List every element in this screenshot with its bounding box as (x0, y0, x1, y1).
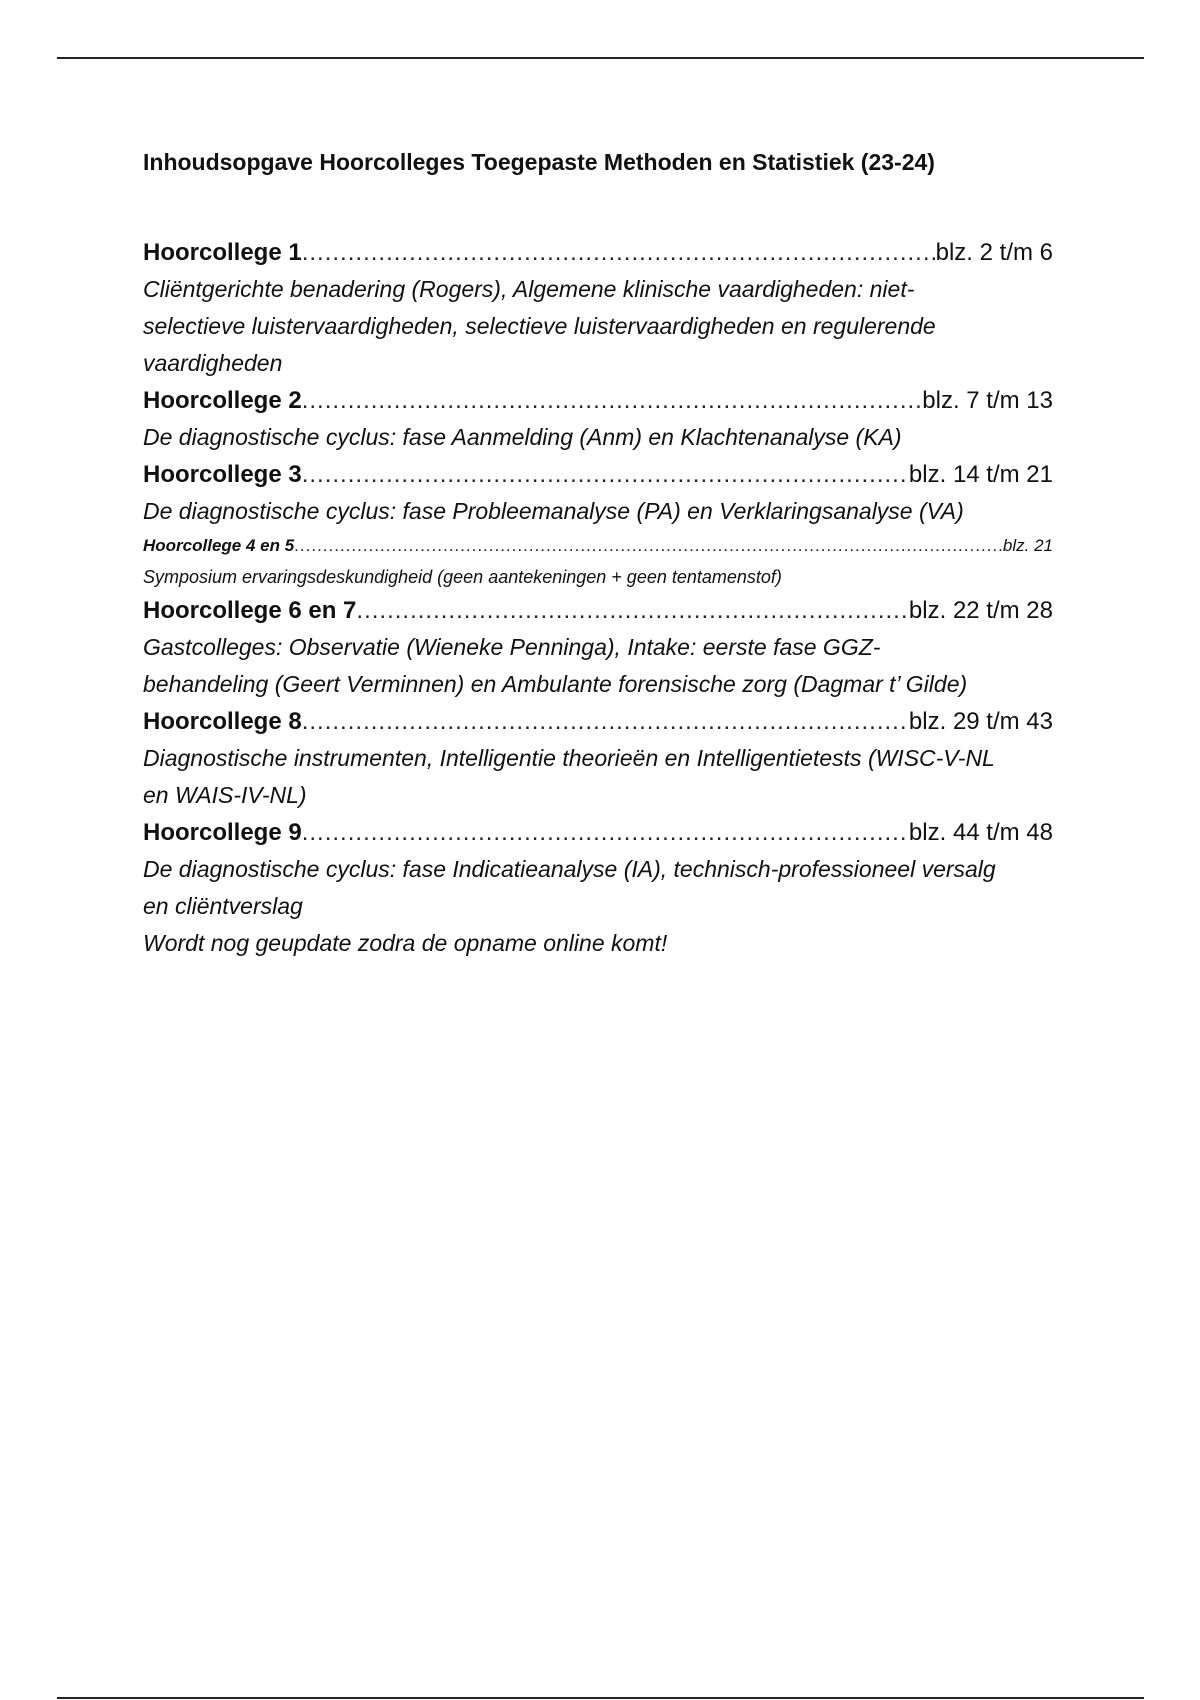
toc-entry-description: Symposium ervaringsdeskundigheid (geen aantekeningen + geen tentamenstof) (143, 567, 782, 587)
toc-entry-hoorcollege-6-en-7 (143, 592, 1053, 703)
toc-entry-hoorcollege-2 (143, 382, 1053, 456)
dot-leader (302, 456, 909, 493)
toc-line (143, 703, 1053, 740)
toc-entry-description: Diagnostische instrumenten, Intelligentie theorieën en Intelligentietests (WISC-V-NL en WAIS-IV-NL) (143, 745, 995, 808)
toc-page-range: blz. 7 t/m 13 (922, 387, 1053, 414)
toc-line (143, 456, 1053, 493)
table-of-contents (143, 144, 1053, 962)
toc-page-range: blz. 44 t/m 48 (908, 819, 1053, 846)
document-title: Inhoudsopgave Hoorcolleges Toegepaste Methoden en Statistiek (23-24) (143, 149, 935, 175)
toc-entry-description: Gastcolleges: Observatie (Wieneke Penninga), Intake: eerste fase GGZ-behandeling (Geert Verminnen) en Ambulante forensische zorg (Dagmar t’ Gilde) (143, 634, 968, 697)
dot-leader (302, 234, 936, 271)
dot-leader (302, 382, 923, 419)
toc-entry-description: De diagnostische cyclus: fase Aanmelding (Anm) en Klachtenanalyse (KA) (143, 424, 902, 450)
toc-page-range: blz. 29 t/m 43 (908, 708, 1053, 735)
toc-entry-hoorcollege-4-en-5 (143, 530, 1053, 592)
toc-entry-hoorcollege-8 (143, 703, 1053, 814)
dot-leader (294, 530, 1003, 562)
toc-page-range: blz. 22 t/m 28 (908, 597, 1053, 624)
toc-line (143, 234, 1053, 271)
dot-leader (356, 592, 909, 629)
toc-line (143, 592, 1053, 629)
toc-line (143, 814, 1053, 851)
toc-entry-label: Hoorcollege 4 en 5 (143, 536, 295, 555)
dot-leader (302, 703, 909, 740)
dot-leader (302, 814, 909, 851)
toc-entry-hoorcollege-3 (143, 456, 1053, 530)
toc-entry-label: Hoorcollege 6 en 7 (143, 597, 357, 624)
toc-entry-label: Hoorcollege 1 (143, 239, 302, 266)
toc-entry-description: De diagnostische cyclus: fase Indicatieanalyse (IA), technisch-professioneel versalg en cliëntverslag (143, 856, 996, 919)
toc-entry-description: Cliëntgerichte benadering (Rogers), Algemene klinische vaardigheden: niet-selectieve luistervaardigheden, selectieve luistervaardigheden en regulerende vaardigheden (143, 276, 936, 376)
toc-entry-label: Hoorcollege 2 (143, 387, 302, 414)
toc-entry-hoorcollege-1 (143, 234, 1053, 382)
update-note: Wordt nog geupdate zodra de opname online komt! (143, 930, 668, 956)
toc-entry-hoorcollege-9 (143, 814, 1053, 925)
toc-entry-label: Hoorcollege 3 (143, 461, 302, 488)
footer-rule (57, 1697, 1144, 1699)
toc-page-range: blz. 2 t/m 6 (935, 239, 1053, 266)
toc-line (143, 382, 1053, 419)
toc-entry-label: Hoorcollege 8 (143, 708, 302, 735)
toc-line (143, 530, 1053, 562)
toc-page-range: blz. 21 (1002, 536, 1053, 555)
toc-page-range: blz. 14 t/m 21 (908, 461, 1053, 488)
header-rule (57, 57, 1144, 59)
toc-entry-description: De diagnostische cyclus: fase Probleemanalyse (PA) en Verklaringsanalyse (VA) (143, 498, 964, 524)
toc-entry-label: Hoorcollege 9 (143, 819, 302, 846)
